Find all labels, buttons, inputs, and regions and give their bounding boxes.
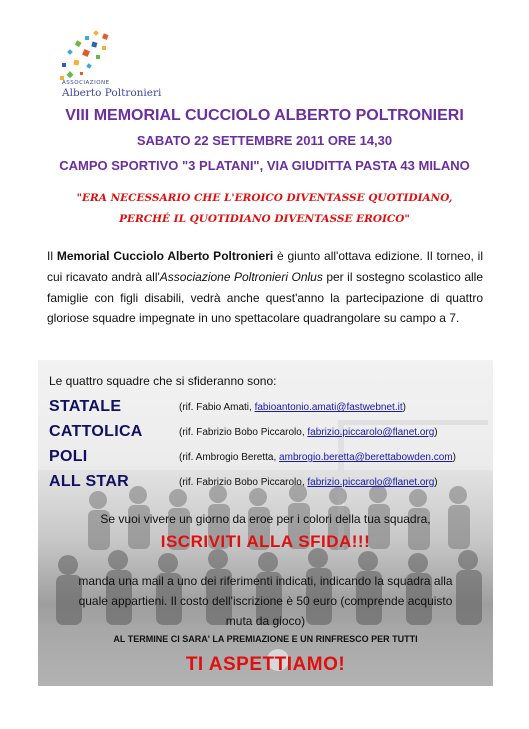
team-name: STATALE — [49, 398, 122, 415]
intro-paragraph — [47, 246, 483, 329]
team-name: CATTOLICA — [49, 423, 143, 440]
team-ref-close: ) — [452, 452, 456, 463]
logo-text-association: ASSOCIAZIONE — [62, 80, 110, 86]
team-ref-text: (rif. Fabrizio Bobo Piccarolo, — [179, 477, 308, 488]
cta-intro: Se vuoi vivere un giorno da eroe per i colori della tua squadra, — [100, 512, 431, 526]
intro-text: è giunto all'ottava edizione. Il torneo, il cui ricavato andrà all' — [47, 249, 484, 284]
cta-body: manda una mail a uno dei riferimenti indicati, indicando la squadra alla quale appartieni. Il costo dell'iscrizione è 50 euro (comprende acquisto muta da gioco) — [78, 574, 453, 628]
event-date: SABATO 22 SETTEMBRE 2011 ORE 14,30 — [136, 133, 393, 148]
teams-intro: Le quattro squadre che si sfideranno sono: — [49, 374, 277, 388]
team-reference — [179, 427, 438, 438]
intro-text: per il sostegno scolastico alle famiglie con figli disabili, vedrà anche quest'anno la partecipazione di quattro gloriose squadre impegnate in uno spettacolare quadrangolare su campo a 7. — [47, 269, 483, 326]
team-email-link[interactable]: ambrogio.beretta@berettabowden.com — [279, 452, 453, 463]
event-venue: CAMPO SPORTIVO "3 PLATANI", VIA GIUDITTA PASTA 43 MILANO — [59, 158, 470, 173]
cta-headline: ISCRIVITI ALLA SFIDA!!! — [160, 532, 371, 551]
quote-line-1: "ERA NECESSARIO CHE L'EROICO DIVENTASSE QUOTIDIANO, — [76, 192, 453, 204]
intro-association-name: Associazione Poltronieri Onlus — [159, 269, 323, 284]
team-ref-text: (rif. Fabio Amati, — [179, 402, 255, 413]
intro-text: Il — [47, 249, 57, 263]
team-ref-close: ) — [434, 427, 438, 438]
team-email-link[interactable]: fabrizio.piccarolo@flanet.org — [307, 477, 435, 488]
team-ref-close: ) — [402, 402, 406, 413]
logo-text-name: Alberto Poltronieri — [62, 87, 162, 99]
cta-final: TI ASPETTIAMO! — [185, 654, 346, 675]
team-reference — [179, 452, 456, 463]
team-reference — [179, 402, 406, 413]
quote-line-2: PERCHÉ IL QUOTIDIANO DIVENTASSE EROICO" — [119, 213, 410, 225]
team-ref-text: (rif. Fabrizio Bobo Piccarolo, — [179, 427, 308, 438]
cta-closing: AL TERMINE CI SARA' LA PREMIAZIONE E UN RINFRESCO PER TUTTI — [113, 634, 418, 644]
team-reference — [179, 477, 438, 488]
team-email-link[interactable]: fabioantonio.amati@fastwebnet.it — [254, 402, 403, 413]
team-email-link[interactable]: fabrizio.piccarolo@flanet.org — [307, 427, 435, 438]
team-ref-text: (rif. Ambrogio Beretta, — [179, 452, 280, 463]
page-title: VIII MEMORIAL CUCCIOLO ALBERTO POLTRONIERI — [65, 107, 464, 124]
team-ref-close: ) — [434, 477, 438, 488]
logo-mark-icon — [60, 30, 109, 80]
team-name: ALL STAR — [49, 473, 130, 490]
team-name: POLI — [49, 448, 88, 465]
intro-event-name: Memorial Cucciolo Alberto Poltronieri — [56, 249, 274, 263]
